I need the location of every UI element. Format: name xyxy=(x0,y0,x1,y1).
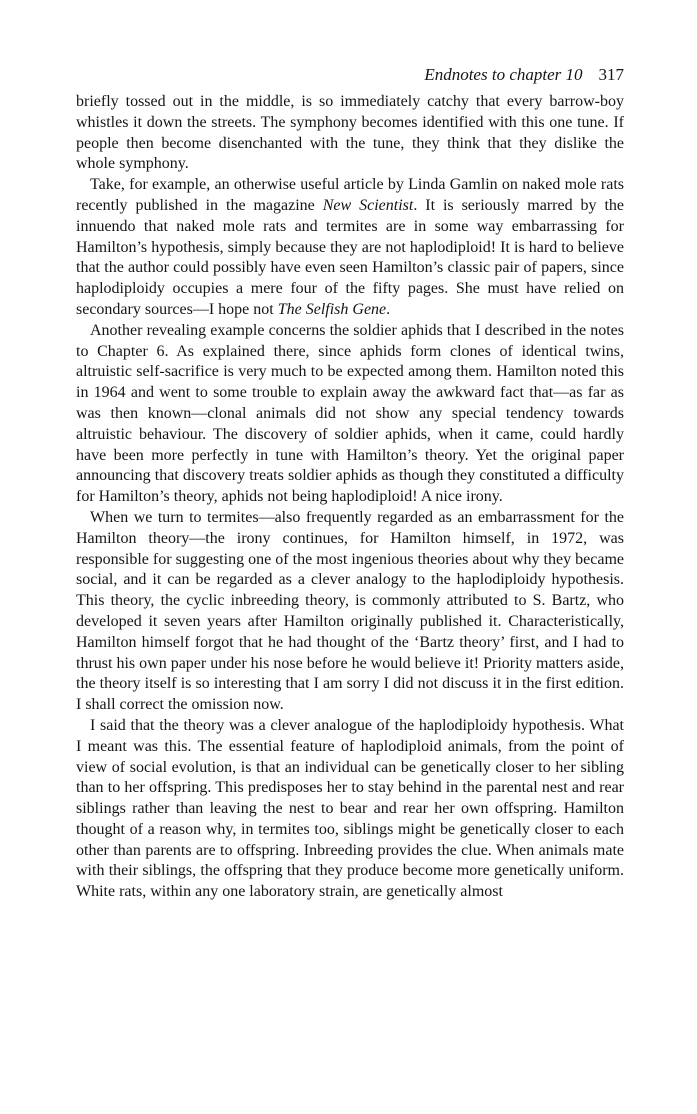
paragraph xyxy=(76,92,624,175)
italic-title: New Scientist xyxy=(322,196,414,214)
paragraph xyxy=(76,175,624,321)
text-run: Take, for example, an otherwise useful article by Linda Gamlin on naked mole rats recently published in the magazine xyxy=(76,176,624,214)
text-run: Another revealing example concerns the soldier aphids that I described in the notes to Chapter 6. As explained there, since aphids form clones of identical twins, altruistic self-sacrifice is very much to be expected among them. Hamilton noted this in 1964 and went to some trouble to explain away the awkward fact that—as far as was then known—clonal animals did not show any special tendency towards altruistic behaviour. The discovery of soldier aphids, when it came, could hardly have been more perfectly in tune with Hamilton’s theory. Yet the original paper announcing that discovery treats soldier aphids as though they constituted a difficulty for Hamilton’s theory, aphids not being haplodiploid! A nice irony. xyxy=(76,321,624,506)
text-run: briefly tossed out in the middle, is so immediately catchy that every barrow-boy whistles it down the streets. The symphony becomes identified with this one tune. If people then become disenchanted with the tune, they think that they dislike the whole symphony. xyxy=(76,93,624,173)
paragraph xyxy=(76,716,624,903)
book-page xyxy=(76,64,624,903)
page-number: 317 xyxy=(598,65,624,84)
text-run: When we turn to termites—also frequently regarded as an embarrassment for the Hamilton theory—the irony continues, for Hamilton himself, in 1972, was responsible for suggesting one of the most ingenious theories about why they became social, and it can be regarded as a clever analogy to the haplodiploidy hypothesis. This theory, the cyclic inbreeding theory, is commonly attributed to S. Bartz, who developed it seven years after Hamilton originally published it. Characteristically, Hamilton himself forgot that he had thought of the ‘Bartz theory’ first, and I had to thrust his own paper under his nose before he would believe it! Priority matters aside, the theory itself is so interesting that I am sorry I did not discuss it in the first edition. I shall correct the omission now. xyxy=(76,508,624,714)
running-head-title: Endnotes to chapter 10 xyxy=(424,65,583,84)
text-run: I said that the theory was a clever analogue of the haplodiploidy hypothesis. What I meant was this. The essential feature of haplodiploid animals, from the point of view of social evolution, is that an individual can be genetically closer to her sibling than to her offspring. This predisposes her to stay behind in the parental nest and rear siblings rather than leaving the nest to bear and rear her own offspring. Hamilton thought of a reason why, in termites too, siblings might be genetically closer to each other than parents are to offspring. Inbreeding provides the clue. When animals mate with their siblings, the offspring that they produce become more genetically uniform. White rats, within any one laboratory strain, are genetically almost xyxy=(76,716,624,901)
italic-title: The Selfish Gene xyxy=(277,300,387,318)
text-run: . xyxy=(386,300,391,318)
paragraph xyxy=(76,321,624,508)
text-run: . It is seriously marred by the innuendo that naked mole rats and termites are in some way embarrassing for Hamilton’s hypothesis, simply because they are not haplodiploid! It is hard to believe that the author could possibly have even seen Hamilton’s classic pair of papers, since haplodiploidy occupies a mere four of the fifty pages. She must have relied on secondary sources—I hope not xyxy=(76,196,625,318)
running-head xyxy=(76,64,624,86)
paragraph xyxy=(76,508,624,716)
body-text xyxy=(76,92,624,903)
